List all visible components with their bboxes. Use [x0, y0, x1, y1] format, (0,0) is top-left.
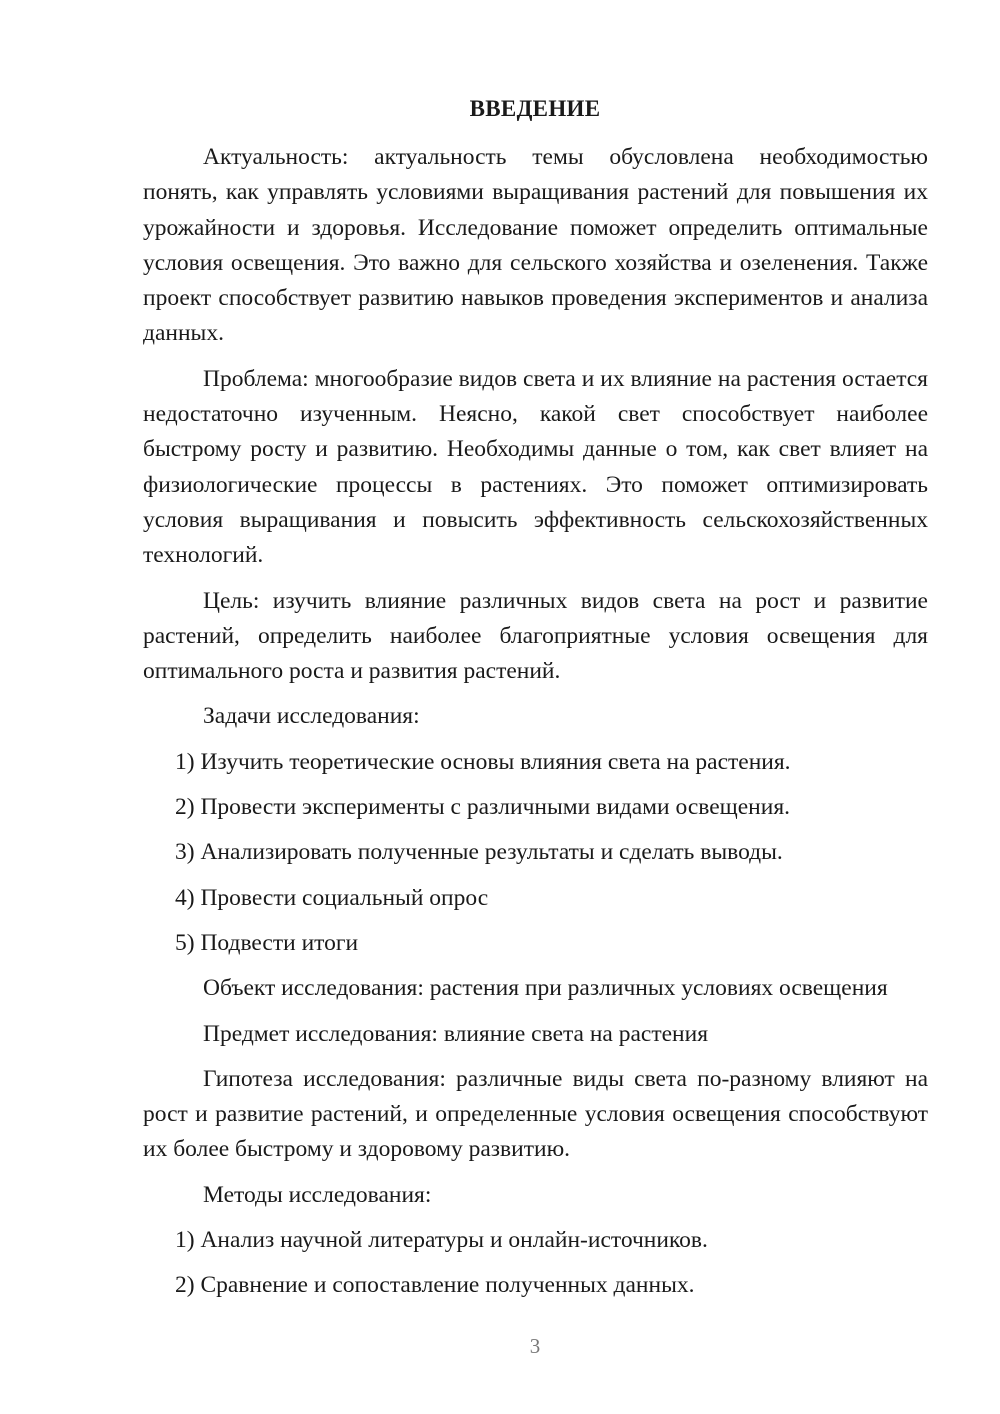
goal-paragraph: Цель: изучить влияние различных видов света на рост и развитие растений, определить наиболее благоприятные условия освещения для оптимального роста и развития растений. — [143, 587, 928, 685]
methods-heading: Методы исследования: — [203, 1181, 432, 1208]
hypothesis-paragraph: Гипотеза исследования: различные виды света по-разному влияют на рост и развитие растений, и определенные условия освещения способствуют их более быстрому и здоровому развитию. — [143, 1065, 928, 1163]
task-item: 3) Анализировать полученные результаты и сделать выводы. — [175, 839, 783, 866]
research-subject: Предмет исследования: влияние света на растения — [203, 1020, 709, 1047]
research-object: Объект исследования: растения при различных условиях освещения — [203, 975, 888, 1002]
task-item: 4) Провести социальный опрос — [175, 884, 489, 911]
tasks-heading: Задачи исследования: — [203, 703, 420, 730]
document-body — [143, 140, 928, 1314]
method-item: 2) Сравнение и сопоставление полученных данных. — [175, 1272, 695, 1299]
method-item: 1) Анализ научной литературы и онлайн-источников. — [175, 1227, 708, 1254]
problem-paragraph: Проблема: многообразие видов света и их влияние на растения остается недостаточно изученным. Неясно, какой свет способствует наиболее быстрому росту и развитию. Необходимы данные о том, как свет влияет на физиологические процессы в растениях. Это поможет оптимизировать условия выращивания и повысить эффективность сельскохозяйственных технологий. — [143, 365, 928, 569]
task-item: 2) Провести эксперименты с различными видами освещения. — [175, 794, 791, 821]
relevance-paragraph: Актуальность: актуальность темы обусловлена необходимостью понять, как управлять условиями выращивания растений для повышения их урожайности и здоровья. Исследование поможет определить оптимальные условия освещения. Это важно для сельского хозяйства и озеленения. Также проект способствует развитию навыков проведения экспериментов и анализа данных. — [143, 144, 928, 347]
task-item: 1) Изучить теоретические основы влияния света на растения. — [175, 748, 791, 775]
task-item: 5) Подвести итоги — [175, 929, 359, 956]
page-title: ВВЕДЕНИЕ — [469, 96, 601, 121]
page-number: 3 — [529, 1334, 541, 1358]
